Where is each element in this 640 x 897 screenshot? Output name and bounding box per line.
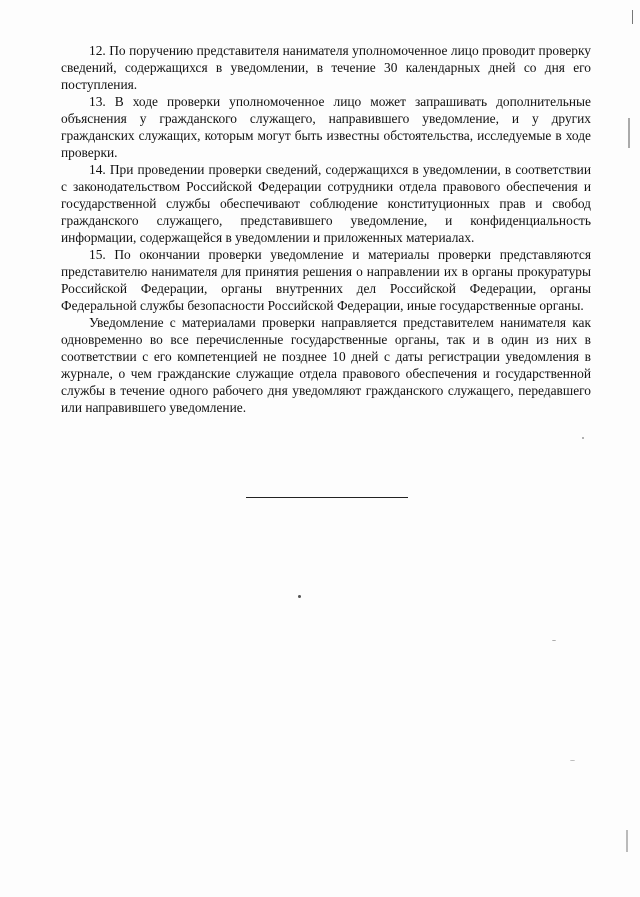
scan-edge-mark [632,10,633,24]
end-divider-line [246,497,408,498]
paragraph-12: 12. По поручению представителя нанимателя уполномоченное лицо проводит проверку сведений, содержащихся в уведомлении, в течение 30 календарных дней со дня его поступления. [61,43,591,92]
document-body [61,42,591,416]
scan-dot [582,437,584,439]
paragraph-14: 14. При проведении проверки сведений, содержащихся в уведомлении, в соответствии с законодательством Российской Федерации сотрудники отдела правового обеспечения и государственной службы обеспечивают соблюдение конституционных прав и свобод гражданского служащего, представившего уведомление, и конфиденциальность информации, содержащейся в уведомлении и приложенных материалах. [61,162,591,245]
scan-dot [552,640,556,641]
paragraph-15: 15. По окончании проверки уведомление и материалы проверки представляются представителю нанимателя для принятия решения о направлении их в органы прокуратуры Российской Федерации, органы внутренних дел Российской Федерации, органы Федеральной службы безопасности Российской Федерации, иные государственные органы. [61,247,591,313]
scan-dot [570,760,575,761]
paragraph-13: 13. В ходе проверки уполномоченное лицо может запрашивать дополнительные объяснения у гражданского служащего, направившего уведомление, и у других гражданских служащих, которым могут быть известны обстоятельства, исследуемые в ходе проверки. [61,94,591,160]
scan-edge-mark [628,118,630,148]
paragraph-notification: Уведомление с материалами проверки направляется представителем нанимателя как одновременно во все перечисленные государственные органы, так и в один из них в соответствии с его компетенцией не позднее 10 дней с даты регистрации уведомления в журнале, о чем гражданские служащие отдела правового обеспечения и государственной службы в течение одного рабочего дня уведомляют гражданского служащего, передавшего или направившего уведомление. [61,315,591,415]
scan-dot [298,595,301,598]
scan-edge-mark [626,830,628,852]
